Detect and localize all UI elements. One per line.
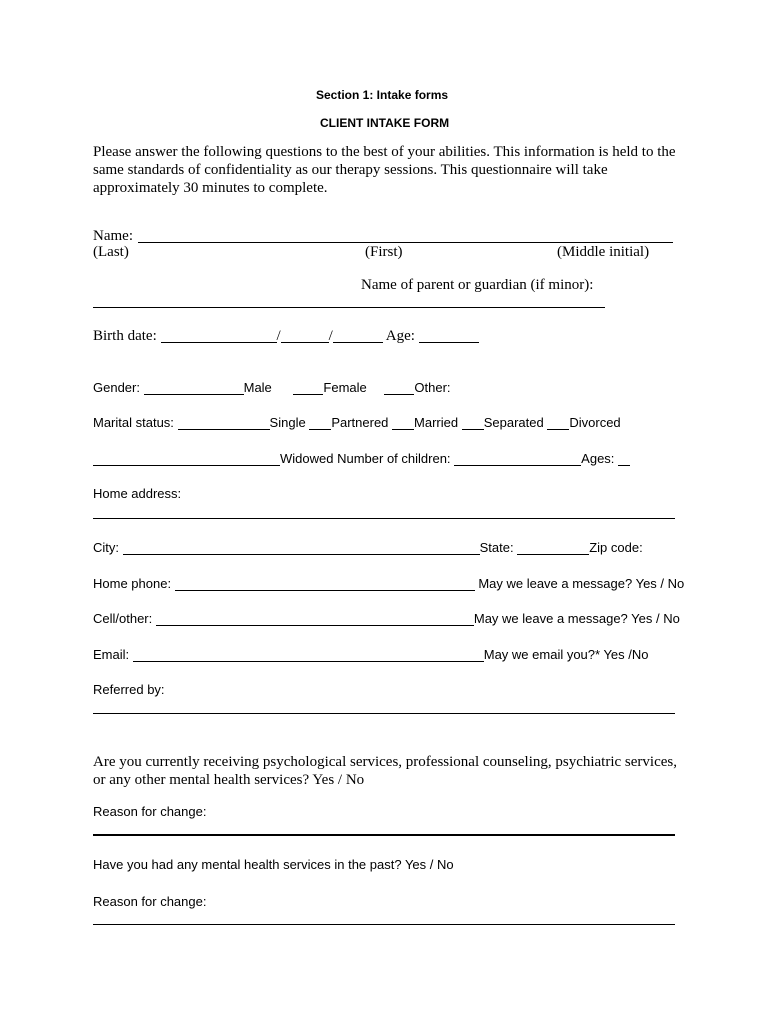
gender-female-label: Female [323,380,367,395]
birth-year-field[interactable] [333,328,383,343]
ages-label: Ages: [581,451,615,466]
birth-row [93,328,479,345]
ages-field[interactable] [618,451,630,466]
name-label: Name: [93,228,133,244]
marital-married-label: Married [414,415,459,430]
cell-label: Cell/other: [93,611,153,626]
home-phone-row [93,576,684,591]
age-field[interactable] [419,328,479,343]
guardian-line[interactable] [93,307,605,308]
email-row [93,647,649,662]
state-field[interactable] [517,540,589,555]
gender-other-label: Other: [414,380,451,395]
marital-widowed-blank[interactable] [93,451,280,466]
marital-partnered-label: Partnered [331,415,389,430]
city-label: City: [93,540,119,555]
children-label: Number of children: [337,451,451,466]
marital-separated-blank[interactable] [462,415,484,430]
city-field[interactable] [123,540,480,555]
children-field[interactable] [454,451,581,466]
cell-field[interactable] [156,611,474,626]
name-middle-caption: (Middle initial) [557,244,650,260]
referred-line[interactable] [93,713,675,714]
home-phone-field[interactable] [175,576,475,591]
city-row [93,540,643,555]
guardian-label: Name of parent or guardian (if minor): [361,277,594,293]
current-services-question: Are you currently receiving psychological services, professional counseling, psychiatric services, or any other mental health services? Yes / No [93,754,677,788]
marital-married-blank[interactable] [392,415,414,430]
birth-sep2: / [328,328,333,344]
gender-male-label: Male [243,380,272,395]
reason-change-label-1: Reason for change: [93,804,207,819]
marital-partnered-blank[interactable] [309,415,331,430]
birth-day-field[interactable] [281,328,329,343]
gender-female-blank[interactable] [293,380,323,395]
referred-label: Referred by: [93,682,165,697]
marital-single-label: Single [269,415,306,430]
form-title: CLIENT INTAKE FORM [320,116,450,130]
cell-question: May we leave a message? Yes / No [473,611,680,626]
cell-row [93,611,680,626]
widowed-row [93,451,630,466]
birth-month-field[interactable] [161,328,277,343]
email-field[interactable] [133,647,484,662]
reason-change-line-2[interactable] [93,924,675,925]
home-address-label: Home address: [93,486,182,501]
home-address-line[interactable] [93,518,675,519]
home-phone-label: Home phone: [93,576,172,591]
marital-single-blank[interactable] [178,415,270,430]
marital-widowed-label: Widowed [280,451,334,466]
gender-label: Gender: [93,380,140,395]
age-label: Age: [385,328,415,344]
marital-separated-label: Separated [483,415,544,430]
gender-other-blank[interactable] [384,380,414,395]
state-label: State: [479,540,514,555]
birth-label: Birth date: [93,328,157,344]
intro-paragraph: Please answer the following questions to the best of your abilities. This information is held to the same standards of confidentiality as our therapy sessions. This questionnaire will take approximately 30 minutes to complete. [93,144,676,196]
birth-sep1: / [276,328,281,344]
marital-label: Marital status: [93,415,174,430]
name-first-caption: (First) [365,244,403,260]
section-heading: Section 1: Intake forms [316,88,449,102]
home-phone-question: May we leave a message? Yes / No [478,576,685,591]
gender-row [93,380,451,395]
marital-row [93,415,621,430]
reason-change-line-1[interactable] [93,834,675,836]
name-line[interactable] [138,242,673,243]
reason-change-label-2: Reason for change: [93,894,207,909]
marital-divorced-blank[interactable] [547,415,569,430]
marital-divorced-label: Divorced [569,415,621,430]
email-question: May we email you?* Yes /No [483,647,649,662]
gender-male-blank[interactable] [144,380,244,395]
zip-label: Zip code: [589,540,643,555]
past-services-question: Have you had any mental health services in the past? Yes / No [93,857,454,872]
email-label: Email: [93,647,130,662]
name-last-caption: (Last) [93,244,129,260]
